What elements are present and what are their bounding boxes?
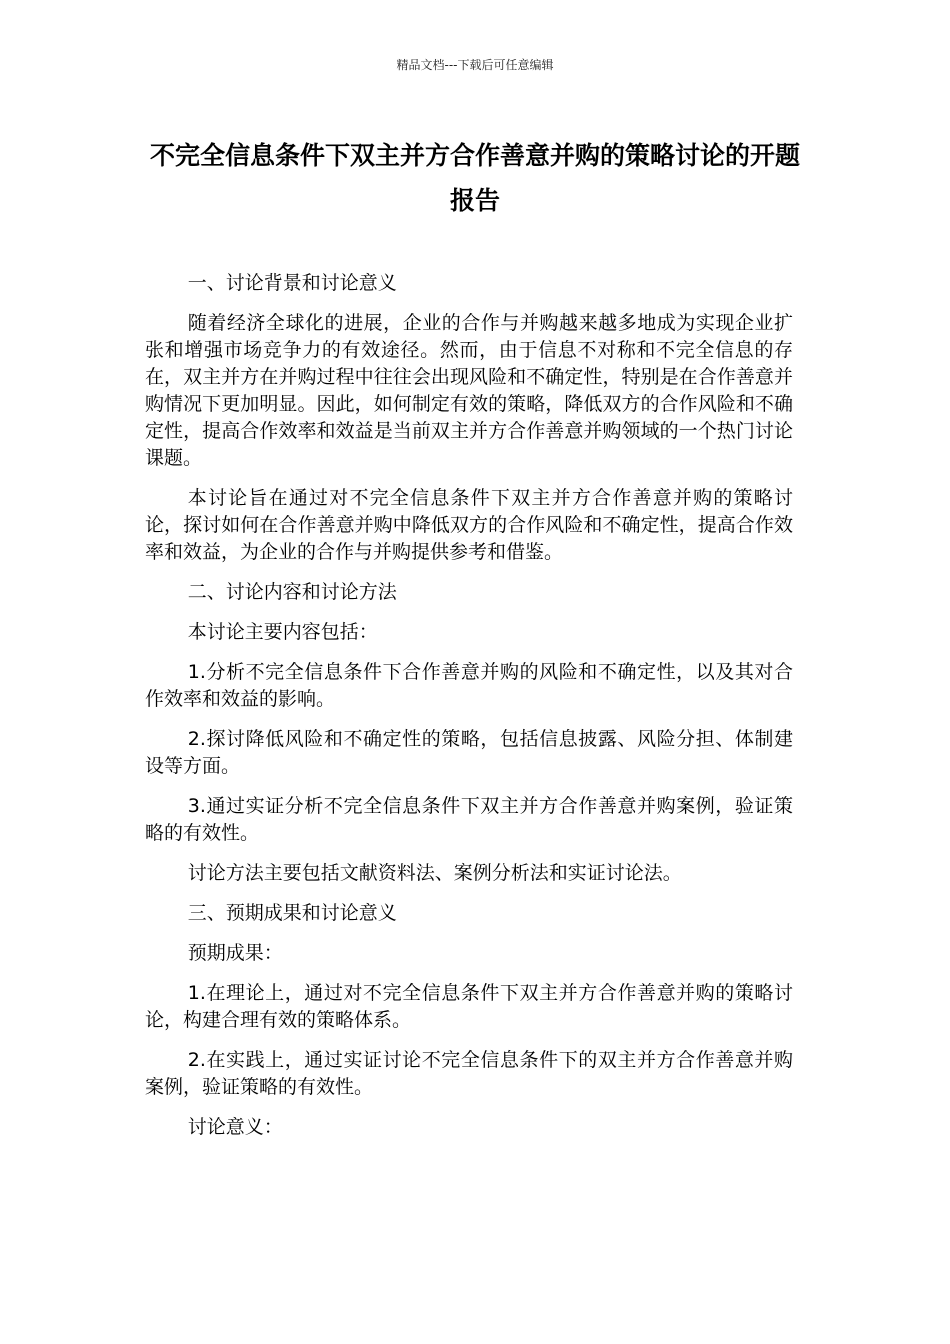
list-item-content-3: 3.通过实证分析不完全信息条件下双主并方合作善意并购案例，验证策略的有效性。	[145, 795, 793, 844]
section-heading-content-method: 二、讨论内容和讨论方法	[187, 581, 397, 603]
paragraph-expected-intro: 预期成果：	[187, 942, 283, 964]
paragraph-significance-intro: 讨论意义：	[187, 1116, 283, 1138]
section-heading-background: 一、讨论背景和讨论意义	[187, 272, 397, 294]
list-item-expected-2: 2.在实践上，通过实证讨论不完全信息条件下的双主并方合作善意并购案例，验证策略的有效性。	[145, 1049, 793, 1098]
document-title: 不完全信息条件下双主并方合作善意并购的策略讨论的开题报告	[149, 141, 800, 215]
paragraph-content-intro: 本讨论主要内容包括：	[187, 621, 378, 643]
section-heading-expected-results: 三、预期成果和讨论意义	[187, 902, 397, 924]
list-item-expected-1: 1.在理论上，通过对不完全信息条件下双主并方合作善意并购的策略讨论，构建合理有效的策略体系。	[145, 982, 793, 1031]
paragraph-background: 随着经济全球化的进展，企业的合作与并购越来越多地成为实现企业扩张和增强市场竞争力的有效途径。然而，由于信息不对称和不完全信息的存在，双主并方在并购过程中往往会出现风险和不确定性，特别是在合作善意并购情况下更加明显。因此，如何制定有效的策略，降低双方的合作风险和不确定性，提高合作效率和效益是当前双主并方合作善意并购领域的一个热门讨论课题。	[145, 312, 793, 469]
document-body	[145, 270, 793, 1154]
page-header-note: 精品文档---下载后可任意编辑	[396, 58, 554, 72]
paragraph-purpose: 本讨论旨在通过对不完全信息条件下双主并方合作善意并购的策略讨论，探讨如何在合作善意并购中降低双方的合作风险和不确定性，提高合作效率和效益，为企业的合作与并购提供参考和借鉴。	[145, 487, 793, 563]
paragraph-methods: 讨论方法主要包括文献资料法、案例分析法和实证讨论法。	[187, 862, 682, 884]
list-item-content-1: 1.分析不完全信息条件下合作善意并购的风险和不确定性，以及其对合作效率和效益的影响。	[145, 661, 793, 710]
list-item-content-2: 2.探讨降低风险和不确定性的策略，包括信息披露、风险分担、体制建设等方面。	[145, 728, 793, 777]
